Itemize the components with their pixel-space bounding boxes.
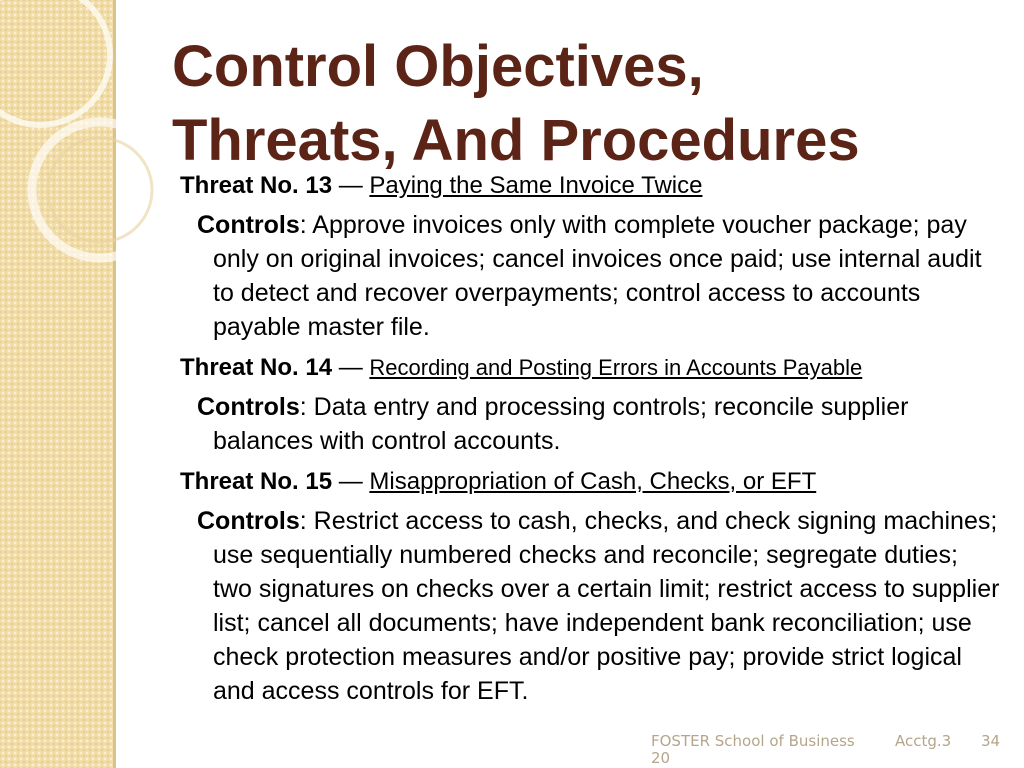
footer-course: Acctg.3 bbox=[895, 732, 952, 750]
threat-14-heading bbox=[180, 352, 1000, 384]
threat-number: Threat No. 13 bbox=[180, 172, 333, 199]
title-line-2: Threats, And Procedures bbox=[172, 108, 860, 173]
threat-15-controls bbox=[197, 504, 1000, 708]
footer-school: FOSTER School of Business bbox=[651, 732, 855, 750]
title-line-1: Control Objectives, bbox=[172, 34, 704, 99]
threat-14-controls bbox=[197, 390, 1000, 458]
decorative-circles bbox=[0, 0, 180, 320]
threat-13-heading bbox=[180, 170, 1000, 202]
threat-13-controls bbox=[197, 208, 1000, 344]
page-number: 34 bbox=[981, 732, 1001, 750]
threat-description: Misappropriation of Cash, Checks, or EFT bbox=[369, 468, 817, 495]
controls-text: : Data entry and processing controls; reconcile supplier balances with control accounts. bbox=[213, 393, 909, 455]
threat-description: Paying the Same Invoice Twice bbox=[369, 172, 703, 199]
threat-number: Threat No. 14 bbox=[180, 354, 333, 381]
footer-course-continued: 20 bbox=[651, 749, 671, 767]
controls-label: Controls bbox=[197, 211, 300, 239]
threat-description: Recording and Posting Errors in Accounts Payable bbox=[369, 355, 863, 380]
controls-label: Controls bbox=[197, 393, 300, 421]
threat-dash: — bbox=[332, 468, 370, 495]
slide-body bbox=[180, 170, 1000, 716]
threat-15-heading bbox=[180, 466, 1000, 498]
controls-text: : Approve invoices only with complete voucher package; pay only on original invoices; cancel invoices once paid; use internal audit to detect and recover overpayments; control access to accounts payable master file. bbox=[213, 211, 982, 341]
threat-dash: — bbox=[332, 354, 370, 381]
threat-dash: — bbox=[332, 172, 370, 199]
slide-title bbox=[172, 30, 992, 178]
controls-label: Controls bbox=[197, 507, 300, 535]
threat-number: Threat No. 15 bbox=[180, 468, 333, 495]
controls-text: : Restrict access to cash, checks, and check signing machines; use sequentially numbered checks and reconcile; segregate duties; two signatures on checks over a certain limit; restrict access to supplier list; cancel all documents; have independent bank reconciliation; use check protection measures and/or positive pay; provide strict logical and access controls for EFT. bbox=[213, 507, 1000, 705]
